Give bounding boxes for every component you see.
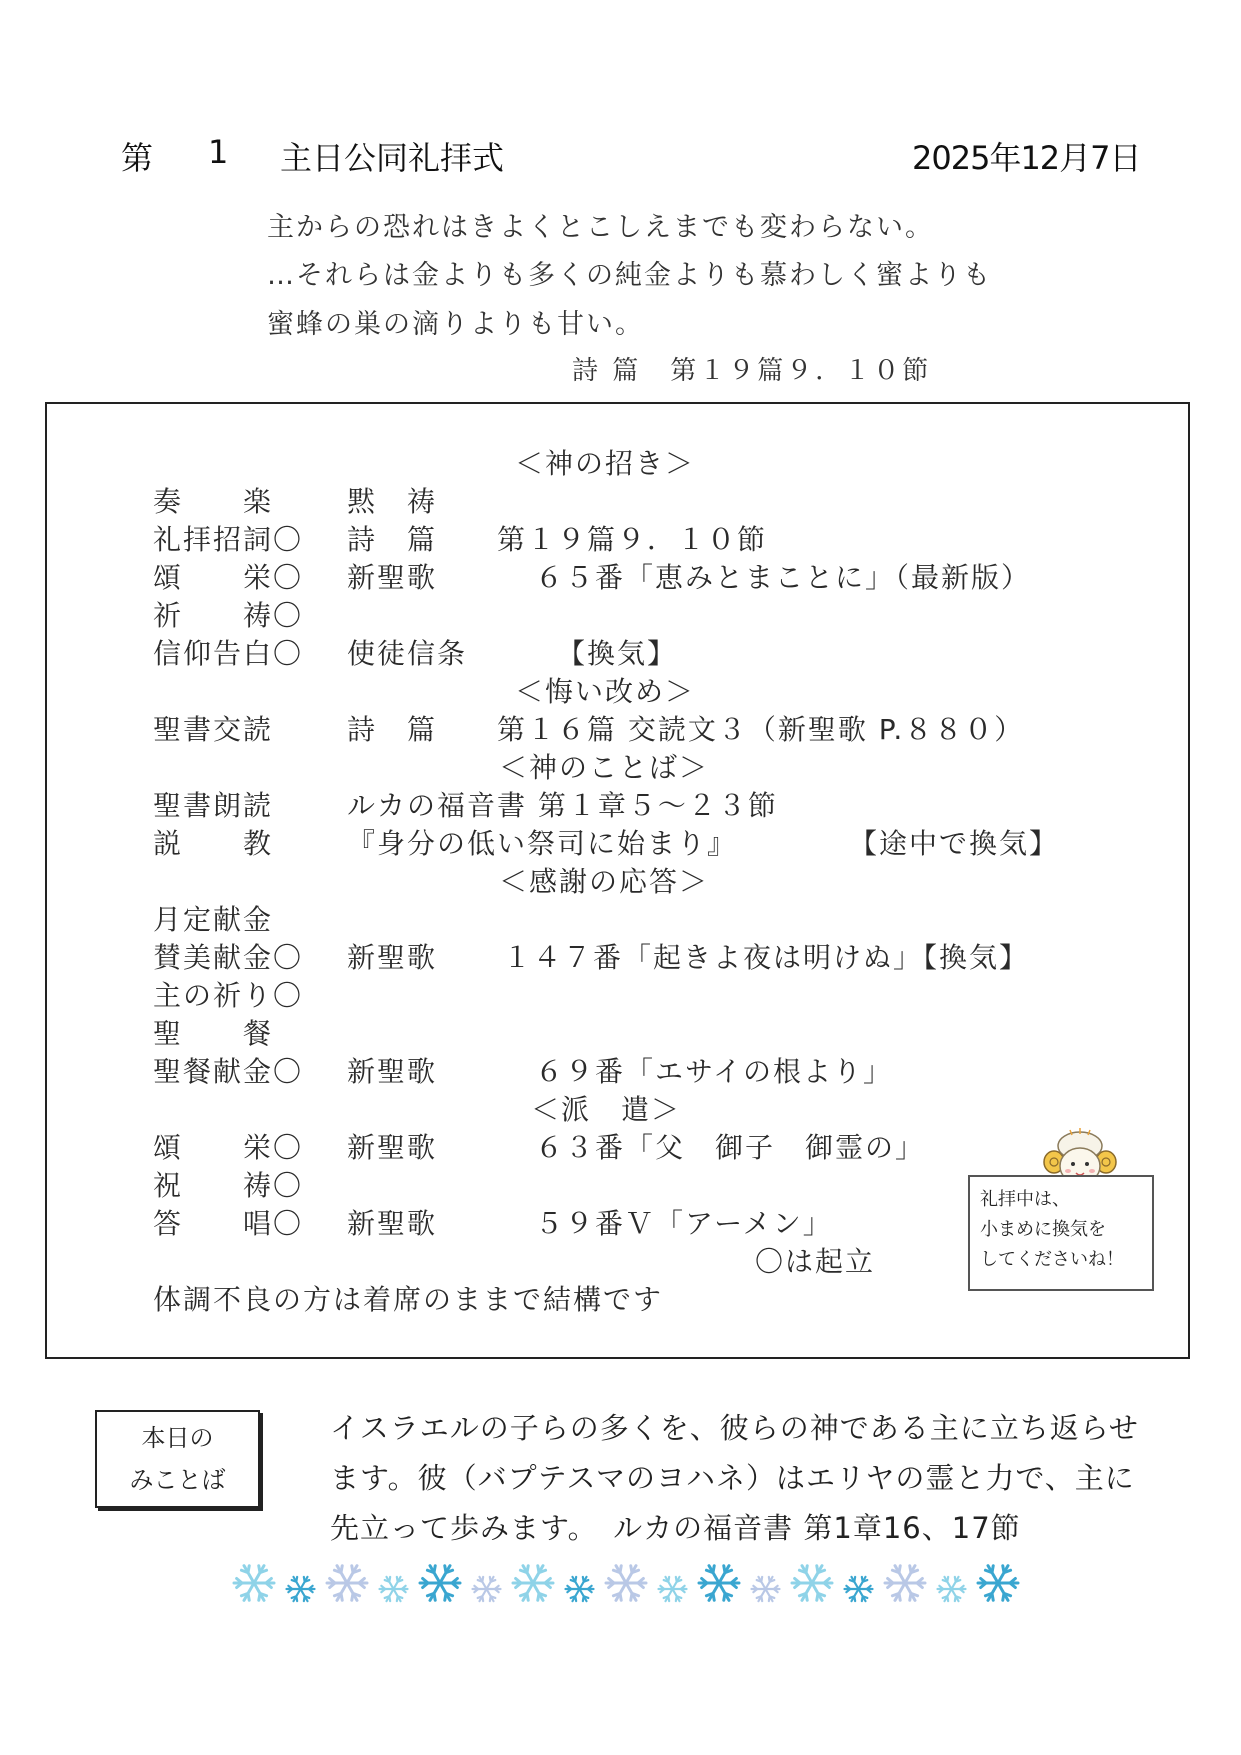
item-name: 聖書交読: [153, 713, 274, 746]
item-name: 主の祈り〇: [153, 979, 304, 1012]
ventilation-note: [968, 1175, 1154, 1291]
item-detail: 詩 篇: [347, 713, 438, 746]
service-title: 主日公同礼拝式: [280, 139, 505, 177]
item-detail: 新聖歌: [347, 1131, 438, 1164]
item-extra: ６９番「エサイの根より」: [535, 1055, 894, 1088]
snowflake-icon: [327, 1566, 367, 1601]
item-name: 奏 楽: [153, 485, 274, 518]
health-note: 体調不良の方は着席のままで結構です: [153, 1283, 664, 1316]
snowflake-icon: [380, 1577, 408, 1601]
item-detail: 新聖歌: [347, 1207, 438, 1240]
todays-word-label: みことば: [129, 1466, 226, 1494]
snowflake-icon: [659, 1577, 687, 1601]
item-extra: ５９番Ｖ「アーメン」: [535, 1207, 833, 1240]
snowflake-icon: [792, 1566, 832, 1601]
snowflake-icon: [752, 1577, 780, 1601]
item-detail: 新聖歌: [347, 561, 438, 594]
item-name: 信仰告白〇: [153, 637, 304, 670]
ventilation-note-line: 礼拝中は、: [980, 1189, 1070, 1210]
snowflake-icon: [566, 1577, 594, 1601]
item-extra: ６３番「父 御子 御霊の」: [535, 1131, 926, 1164]
todays-word-label-box: [95, 1410, 260, 1508]
snowflake-icon: [420, 1566, 460, 1601]
item-detail: 新聖歌: [347, 1055, 438, 1088]
snowflake-icon: [473, 1577, 501, 1601]
item-name: 聖書朗読: [153, 789, 274, 822]
item-extra: 第１６篇 交読文３（新聖歌 P.８８０）: [497, 713, 1025, 746]
todays-word-line: 先立って歩みます。 ルカの福音書 第1章16、17節: [330, 1511, 1021, 1545]
service-date: 2025年12月7日: [912, 139, 1141, 177]
todays-word-line: イスラエルの子らの多くを、彼らの神である主に立ち返らせ: [330, 1411, 1139, 1445]
item-detail: 詩 篇: [347, 523, 438, 556]
snowflake-icon: [978, 1566, 1018, 1601]
standing-note: 〇は起立: [755, 1245, 876, 1278]
snowflake-icon: [606, 1566, 646, 1601]
snowflake-icon: [234, 1566, 274, 1601]
item-name: 聖餐献金〇: [153, 1055, 304, 1088]
section-heading: ＜感謝の応答＞: [499, 865, 710, 898]
item-name: 説 教: [153, 827, 274, 860]
ventilation-note-line: 小まめに換気を: [980, 1219, 1106, 1240]
section-heading: ＜神の招き＞: [515, 447, 696, 480]
item-name: 聖 餐: [153, 1017, 274, 1050]
item-name: 頌 栄〇: [153, 561, 304, 594]
service-number: 1: [208, 133, 229, 171]
item-extra: ６５番「恵みとまことに」（最新版）: [535, 561, 1032, 594]
item-detail: 新聖歌: [347, 941, 438, 974]
opening-verse-line: 主からの恐れはきよくとこしえまでも変わらない。: [267, 212, 934, 243]
todays-word-line: ます。彼（バプテスマのヨハネ）はエリヤの霊と力で、主に: [330, 1461, 1135, 1495]
item-name: 頌 栄〇: [153, 1131, 304, 1164]
item-detail: ルカの福音書 第１章５～２３節: [347, 789, 778, 822]
ventilation-note-line: してくださいね！: [980, 1249, 1124, 1270]
section-heading: ＜神のことば＞: [499, 751, 710, 784]
item-detail: 使徒信条: [347, 637, 468, 670]
item-name: 答 唱〇: [153, 1207, 304, 1240]
snowflake-border: [230, 1555, 1020, 1615]
item-name: 祈 祷〇: [153, 599, 304, 632]
item-extra: 【途中で換気】: [849, 827, 1060, 860]
todays-word-label: 本日の: [141, 1424, 214, 1452]
snowflake-icon: [938, 1577, 966, 1601]
section-heading: ＜派 遣＞: [531, 1093, 682, 1126]
snowflake-icon: [845, 1577, 873, 1601]
snowflake-icon: [287, 1577, 315, 1601]
snowflake-icon: [513, 1566, 553, 1601]
opening-verse-line: 蜜蜂の巣の滴りよりも甘い。: [267, 309, 644, 340]
header-di: 第: [121, 139, 154, 177]
item-name: 礼拝招詞〇: [153, 523, 304, 556]
item-name: 月定献金: [153, 903, 274, 936]
item-name: 賛美献金〇: [153, 941, 304, 974]
opening-verse-line: …それらは金よりも多くの純金よりも慕わしく蜜よりも: [267, 260, 992, 291]
item-name: 祝 祷〇: [153, 1169, 304, 1202]
item-detail: 『身分の低い祭司に始まり』: [347, 827, 738, 860]
snowflake-icon: [885, 1566, 925, 1601]
item-extra: 第１９篇９．１０節: [497, 523, 768, 556]
item-extra: １４７番「起きよ夜は明けぬ」【換気】: [503, 941, 1030, 974]
section-heading: ＜悔い改め＞: [515, 675, 696, 708]
item-detail: 黙 祷: [347, 485, 438, 518]
snowflake-icon: [699, 1566, 739, 1601]
opening-verse-reference: 詩 篇 第１９篇９．１０節: [572, 356, 932, 386]
item-extra: 【換気】: [557, 637, 678, 670]
